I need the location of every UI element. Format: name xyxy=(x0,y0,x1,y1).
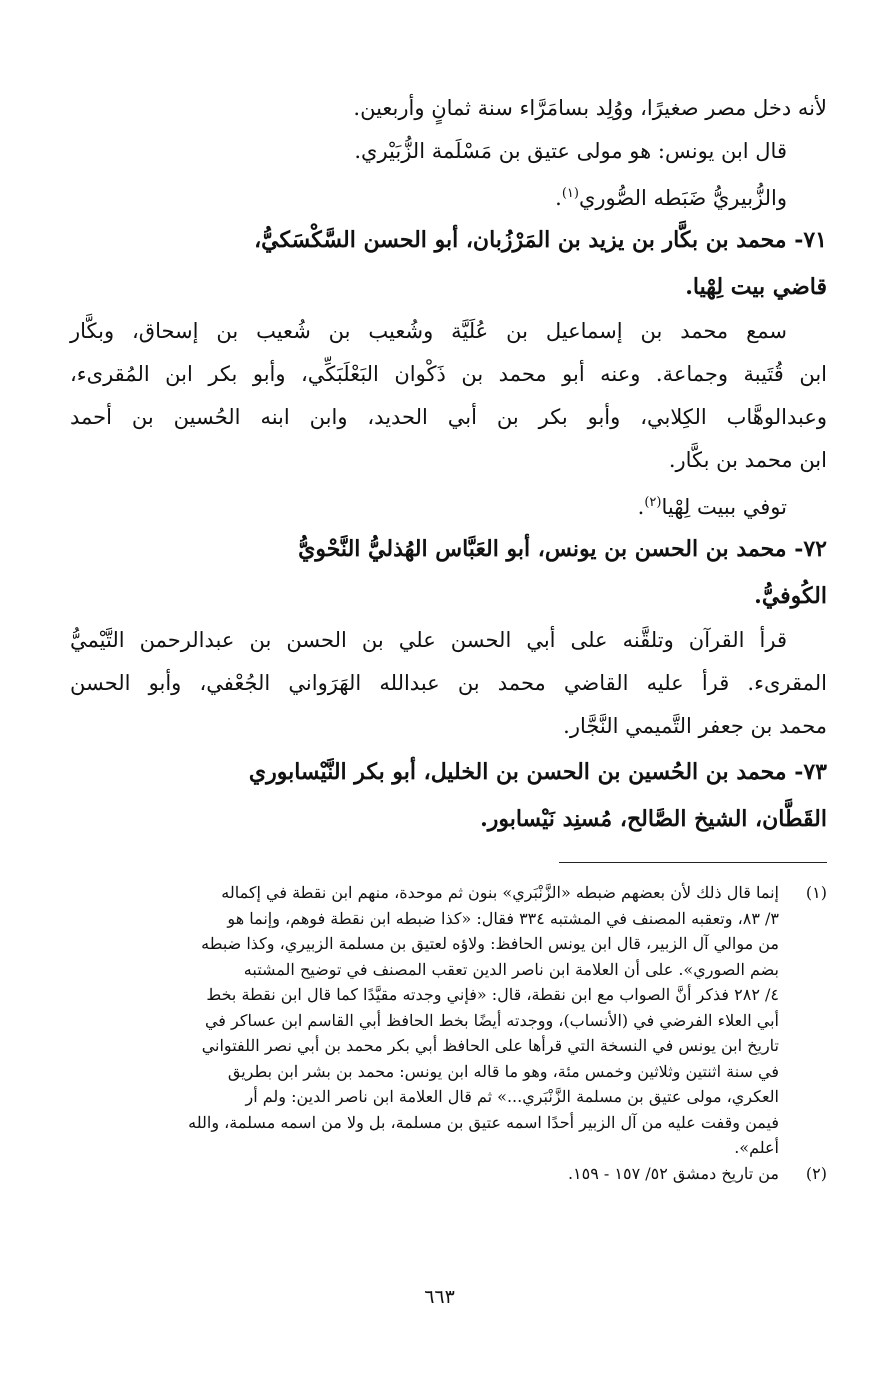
body-line-text: سمع محمد بن إسماعيل بن عُلَيَّة وشُعيب بن شُعيب بن إسحاق، وبكَّار xyxy=(70,319,787,343)
body-line xyxy=(70,311,827,354)
footnote-1-line xyxy=(70,982,827,1008)
footnote-text: تاريخ ابن يونس في النسخة التي قرأها على الحافظ أبي بكر محمد بن أبي نصر اللفتواني xyxy=(201,1036,779,1055)
footnote-number: (٢) xyxy=(805,1163,827,1183)
body-line-text: المقرىء. قرأ عليه القاضي محمد بن عبدالله الهَرَواني الجُعْفي، وأبو الحسن xyxy=(70,671,827,695)
page-number: ٦٦٣ xyxy=(424,1286,455,1308)
footnote-text: في سنة اثنتين وثلاثين وخمس مئة، وهو ما قاله ابن يونس: محمد بن بشر ابن بطريق xyxy=(227,1061,779,1081)
entry-heading-72-cont xyxy=(70,573,827,620)
footnotes xyxy=(70,880,827,1186)
footnote-text: من تاريخ دمشق ٥٢/ ١٥٧ - ١٥٩. xyxy=(567,1163,779,1183)
period: . xyxy=(555,186,562,210)
body-line-text: قال ابن يونس: هو مولى عتيق بن مَسْلَمة الزُّبَيْري. xyxy=(354,139,787,163)
period: . xyxy=(637,495,645,519)
body-line xyxy=(70,88,827,131)
entry-heading-73-cont xyxy=(70,796,827,843)
footnote-text: بضم الصوري». على أن العلامة ابن ناصر الدين تعقب المصنف في توضيح المشتبه xyxy=(243,959,779,979)
heading-text: ٧١- محمد بن بكَّار بن يزيد بن المَرْزُبان، أبو الحسن السَّكْسَكيُّ، xyxy=(254,227,827,253)
footnote-divider xyxy=(559,862,827,863)
body-line xyxy=(70,663,827,706)
footnote-text: أبي العلاء الفرضي في (الأنساب)، ووجدته أيضًا بخط الحافظ أبي القاسم ابن عساكر في xyxy=(204,1010,779,1030)
body-line-text: قرأ القرآن وتلقَّنه على أبي الحسن علي بن الحسن بن عبدالرحمن التَّيْميُّ xyxy=(70,628,787,652)
footnote-text: من موالي آل الزبير، قال ابن يونس الحافظ: ولاؤه لعتيق بن مسلمة الزبيري، وكذا ضبطه xyxy=(201,934,779,953)
heading-text: ٧٣- محمد بن الحُسين بن الحسن بن الخليل، أبو بكر النَّيْسابوري xyxy=(248,759,827,785)
footnote-1-line xyxy=(70,1033,827,1059)
entry-heading-73 xyxy=(70,749,827,796)
entry-heading-71-cont xyxy=(70,264,827,311)
footnote-text: أعلم». xyxy=(734,1138,779,1157)
body-line xyxy=(70,620,827,663)
footnote-2-line xyxy=(70,1161,827,1187)
footnote-text: ٤/ ٢٨٢ فذكر أنَّ الصواب مع ابن نقطة، قال: «فإني وجدته مقيَّدًا كما قال ابن نقطة بخط xyxy=(206,985,779,1004)
footnote-1-line xyxy=(70,1084,827,1110)
body-line xyxy=(70,131,827,174)
body-line xyxy=(70,440,827,483)
footnote-1-line xyxy=(70,931,827,957)
footnote-ref: (١) xyxy=(561,186,579,201)
footnote-text: إنما قال ذلك لأن بعضهم ضبطه «الزَّنْبَري» بنون ثم موحدة، منهم ابن نقطة في إكماله xyxy=(221,883,779,902)
footnote-text: ٣/ ٨٣، وتعقبه المصنف في المشتبه ٣٣٤ فقال: «كذا ضبطه ابن نقطة فوهم، وإنما هو xyxy=(227,908,779,928)
footnote-1-line xyxy=(70,1059,827,1085)
heading-text: قاضي بيت لِهْيا. xyxy=(685,274,827,300)
heading-text: القَطَّان، الشيخ الصَّالح، مُسنِد نَيْسابور. xyxy=(480,806,827,832)
body-line-text: ابن محمد بن بكَّار. xyxy=(668,448,827,472)
footnote-1-line xyxy=(70,1008,827,1034)
body-line xyxy=(70,483,827,526)
entry-heading-72 xyxy=(70,526,827,573)
body-line xyxy=(70,174,827,217)
footnote-1-line xyxy=(70,1110,827,1136)
body-line xyxy=(70,397,827,440)
heading-text: ٧٢- محمد بن الحسن بن يونس، أبو العَبَّاس الهُذليُّ النَّحْويُّ xyxy=(298,536,827,562)
footnote-1-line xyxy=(70,906,827,932)
body-line xyxy=(70,354,827,397)
footnote-1-line xyxy=(70,1135,827,1161)
body-line xyxy=(70,706,827,749)
footnote-1-line xyxy=(70,957,827,983)
footnote-number: (١) xyxy=(805,883,827,902)
body-line-text: والزُّبيريُّ ضَبَطه الصُّوري xyxy=(578,186,787,210)
body-line-text: ابن قُتَيبة وجماعة. وعنه أبو محمد بن ذَكْوان البَعْلَبَكِّي، وأبو بكر ابن المُقرىء، xyxy=(70,362,827,386)
body-line-text: لأنه دخل مصر صغيرًا، ووُلِد بسامَرَّاء سنة ثمانٍ وأربعين. xyxy=(353,96,827,120)
body-line-text: توفي ببيت لِهْيا xyxy=(661,495,787,519)
heading-text: الكُوفيُّ. xyxy=(754,583,827,609)
body-line-text: محمد بن جعفر التَّميمي النَّجَّار. xyxy=(563,714,827,738)
footnote-1-line xyxy=(70,880,827,906)
footnote-text: فيمن وقفت عليه من آل الزبير أحدًا اسمه عتيق بن مسلمة، بل ولا من اسمه مسلمة، والله xyxy=(188,1112,779,1132)
footnote-text: العكري، مولى عتيق بن مسلمة الزَّنْبَري...» ثم قال العلامة ابن ناصر الدين: ولم أر xyxy=(245,1087,779,1106)
footnote-ref: (٢) xyxy=(644,495,662,510)
main-text xyxy=(70,88,827,843)
body-line-text: وعبدالوهَّاب الكِلابي، وأبو بكر بن أبي الحديد، وابن ابنه الحُسين بن أحمد xyxy=(70,405,827,429)
entry-heading-71 xyxy=(70,217,827,264)
